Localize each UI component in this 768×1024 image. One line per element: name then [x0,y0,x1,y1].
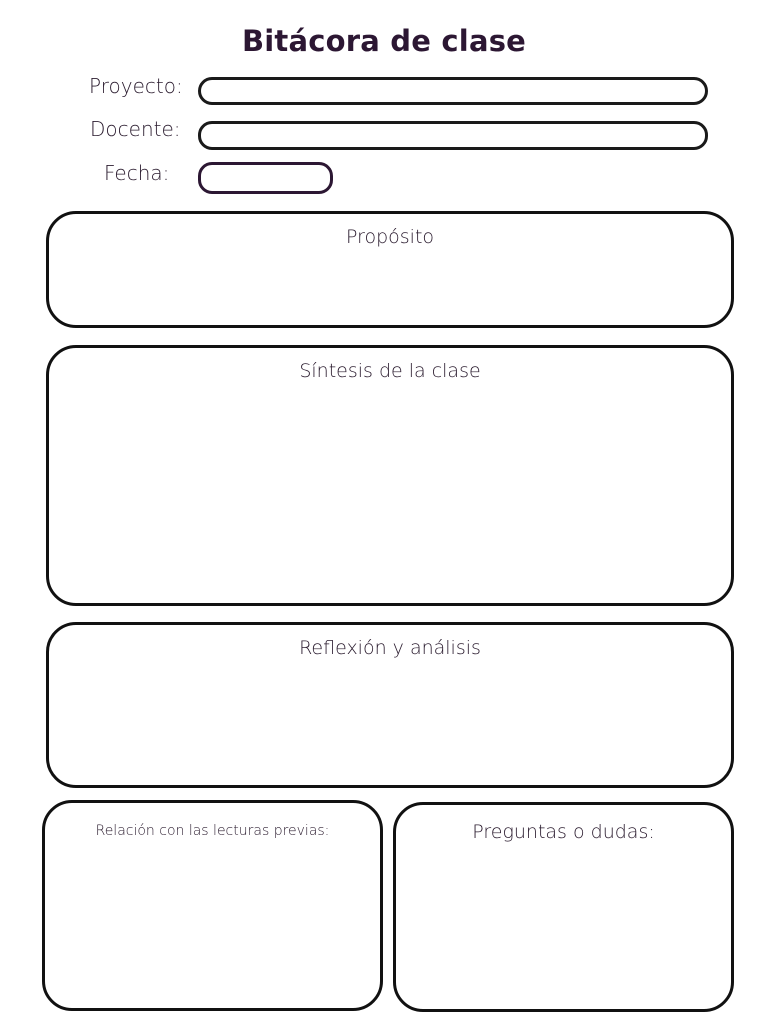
purpose-title: Propósito [345,226,435,248]
project-label: Proyecto: [89,74,183,98]
teacher-label: Docente: [90,117,181,141]
synthesis-box[interactable] [46,345,734,606]
date-label: Fecha: [104,161,170,185]
date-field[interactable] [198,162,333,194]
readings-box[interactable] [42,800,383,1011]
questions-title: Preguntas o dudas: [472,821,655,843]
reflection-box[interactable] [46,622,734,788]
purpose-box[interactable] [46,211,734,328]
synthesis-title: Síntesis de la clase [299,360,481,382]
readings-title: Relación con las lecturas previas: [95,823,330,839]
questions-box[interactable] [393,802,734,1012]
page-title: Bitácora de clase [241,24,527,58]
project-field[interactable] [198,77,708,105]
reflection-title: Reflexión y análisis [299,637,481,659]
teacher-field[interactable] [198,121,708,150]
